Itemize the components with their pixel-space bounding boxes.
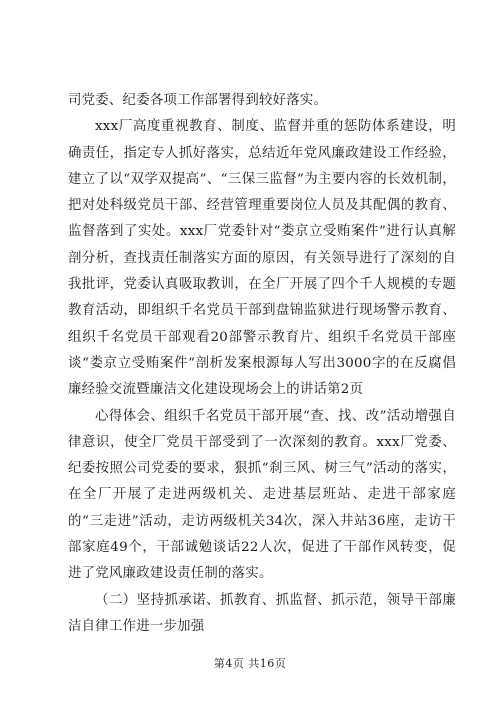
paragraph-continuation: 司党委、纪委各项工作部署得到较好落实。 [68,93,328,108]
body-text [68,88,456,640]
paragraph-system-building: xxx厂高度重视教育、制度、监督并重的惩防体系建设，明确责任，指定专人抓好落实，总结近年党风廉政建设工作经验，建立了以“双学双提高”、“三保三监督”为主要内容的长效机制，把对处科级党员干部、经营管理重要岗位人员及其配偶的教育、监督落到了实处。xxx厂党委针对“娄京立受贿案件”进行认真解剖分析，查找责任制落实方面的原因，有关领导进行了深刻的自我批评，党委认真吸取教训，在全厂开展了四个千人规模的专题教育活动，即组织千名党员干部到盘锦监狱进行现场警示教育、组织千名党员干部观看20部警示教育片、组织千名党员干部座谈“娄京立受贿案件”剖析发案根源每人写出3000字的在反腐倡廉经验交流暨廉洁文化建设现场会上的讲话第2页 [68,119,456,398]
paragraph-self-discipline: 心得体会、组织千名党员干部开展“查、找、改”活动增强自律意识，使全厂党员干部受到了一次深刻的教育。xxx厂党委、纪委按照公司党委的要求，狠抓“刹三风、树三气”活动的落实，在全厂开展了走进两级机关、走进基层班站、走进干部家庭的“三走进”活动，走访两级机关34次，深入井站36座，走访干部家庭49个，干部诚勉谈话22人次，促进了干部作风转变，促进了党风廉政建设责任制的落实。 [68,408,456,582]
section-heading-two: （二）坚持抓承诺、抓教育、抓监督、抓示范，领导干部廉洁自律工作进一步加强 [68,592,456,634]
page-footer: 第4页 共16页 [213,657,287,670]
